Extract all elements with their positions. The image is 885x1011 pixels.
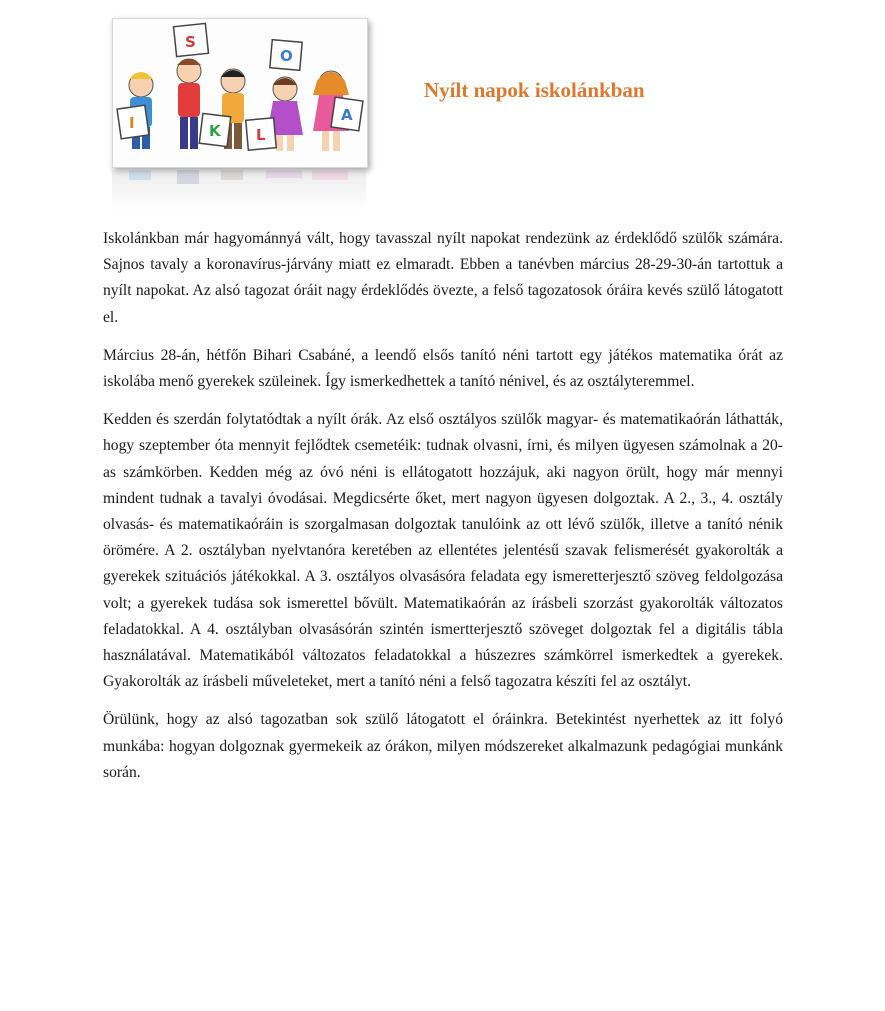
sign-k xyxy=(199,113,230,146)
sign-s xyxy=(174,23,209,56)
logo-reflection xyxy=(112,170,366,212)
logo-letter-o: O xyxy=(280,47,293,65)
sign-o xyxy=(270,40,302,71)
sign-i xyxy=(117,105,149,139)
sign-l xyxy=(246,118,277,150)
logo-letter-k: K xyxy=(209,122,221,140)
children-holding-letters-illustration xyxy=(113,19,367,167)
article-body xyxy=(103,226,783,798)
paragraph-first-day: Március 28-án, hétfőn Bihari Csabáné, a leendő elsős tanító néni tartott egy játékos matematika órát az iskolába menő gyerekek szüleinek. Így ismerkedhettek a tanító nénivel, és az osztályteremmel. xyxy=(103,346,783,391)
paragraph-intro: Iskolánkban már hagyománnyá vált, hogy tavasszal nyílt napokat rendezünk az érdeklődő szülők számára. Sajnos tavaly a koronavírus-járvány miatt ez elmaradt. Ebben a tanévben március 28-29-30-án tartottuk a nyílt napokat. Az alsó tagozat óráit nagy érdeklődés övezte, a felső tagozatosok óráira kevés szülő látogatott el. xyxy=(103,230,783,326)
logo-frame xyxy=(112,18,368,168)
paragraph-closing: Örülünk, hogy az alsó tagozatban sok szülő látogatott el óráinkra. Betekintést nyerhettek az itt folyó munkába: hogyan dolgoznak gyermekeik az órákon, milyen módszereket alkalmazunk pedagógiai munkánk során. xyxy=(103,711,783,781)
sign-a xyxy=(331,97,363,131)
child-2 xyxy=(177,59,201,149)
school-logo xyxy=(112,18,366,213)
logo-letter-s: S xyxy=(185,33,196,51)
paragraph-open-lessons: Kedden és szerdán folytatódtak a nyílt órák. Az első osztályos szülők magyar- és matematikaórán láthatták, hogy szeptember óta mennyit fejlődtek csemetéik: tudnak olvasni, írni, és milyen ügyesen számolnak a 20-as számkörben. Kedden még az óvó néni is ellátogatott hozzájuk, aki nagyon örült, hogy már mennyi mindent tudnak a tavalyi óvodásai. Megdicsérte őket, mert nagyon ügyesen dolgoztak. A 2., 3., 4. osztály olvasás- és matematikaóráin is szorgalmasan dolgoztak tanulóink az ott lévő szülők, illetve a tanító nénik örömére. A 2. osztályban nyelvtanóra keretében az ellentétes jelentésű szavak felismerését gyakorolták a gyerekek szituációs játékokkal. A 3. osztályos olvasásóra feladata egy ismeretterjesztő szöveg feldolgozása volt; a gyerekek tudása sok ismerettel bővült. Matematikaórán az írásbeli szorzást gyakorolták változatos feladatokkal. A 4. osztályban olvasásórán szintén ismertterjesztő szöveget dolgoztak fel a digitális tábla használatával. Matematikából változatos feladatokkal a húszezres számkörrel ismerkedtek a gyerekek. Gyakorolták az írásbeli műveleteket, mert a tanító néni a felső tagozatra készíti fel az osztályt. xyxy=(103,411,783,691)
logo-letter-i: I xyxy=(129,114,135,132)
page-title: Nyílt napok iskolánkban xyxy=(424,78,645,102)
logo-letter-l: L xyxy=(256,126,266,144)
logo-letter-a: A xyxy=(341,106,353,124)
logo-reflection-shapes xyxy=(112,170,366,212)
